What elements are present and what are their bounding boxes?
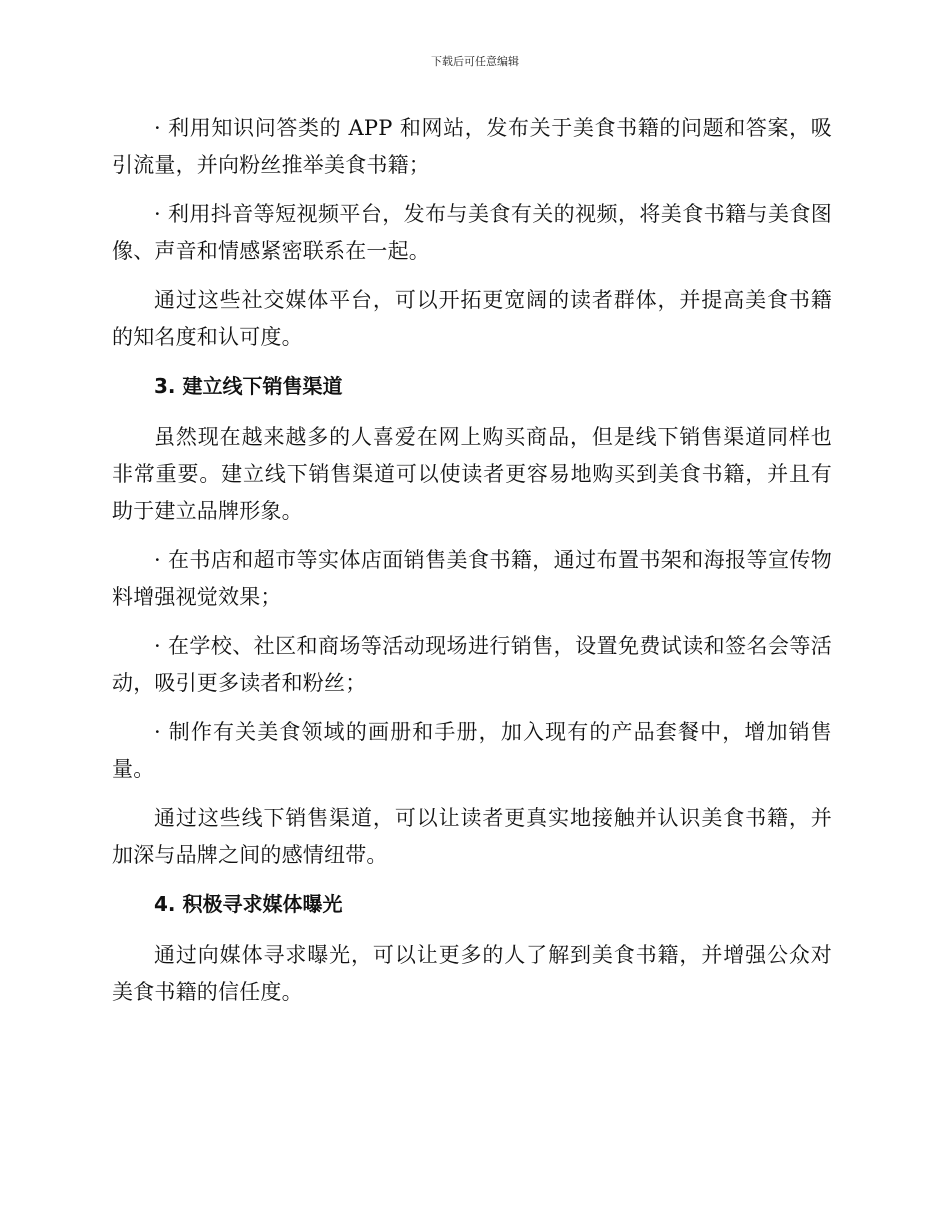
section-heading-offline-channels: 3. 建立线下销售渠道	[154, 374, 343, 398]
bullet-paragraph-albums: · 制作有关美食领域的画册和手册，加入现有的产品套餐中，增加销售量。	[112, 720, 832, 781]
bullet-paragraph-qa-sites: · 利用知识问答类的 APP 和网站，发布关于美食书籍的问题和答案，吸引流量，并向粉丝推举美食书籍；	[112, 116, 832, 177]
section-heading-media-exposure: 4. 积极寻求媒体曝光	[154, 892, 343, 916]
page-header: 下载后可任意编辑	[431, 55, 519, 68]
bullet-paragraph-short-video: · 利用抖音等短视频平台，发布与美食有关的视频，将美食书籍与美食图像、声音和情感紧密联系在一起。	[112, 202, 832, 263]
summary-paragraph-social-media: 通过这些社交媒体平台，可以开拓更宽阔的读者群体，并提高美食书籍的知名度和认可度。	[112, 288, 832, 349]
intro-paragraph-media: 通过向媒体寻求曝光，可以让更多的人了解到美食书籍，并增强公众对美食书籍的信任度。	[112, 943, 832, 1004]
bullet-paragraph-events: · 在学校、社区和商场等活动现场进行销售，设置免费试读和签名会等活动，吸引更多读者和粉丝；	[112, 634, 832, 695]
document-body	[112, 110, 832, 1023]
intro-paragraph-offline: 虽然现在越来越多的人喜爱在网上购买商品，但是线下销售渠道同样也非常重要。建立线下销售渠道可以使读者更容易地购买到美食书籍，并且有助于建立品牌形象。	[112, 425, 832, 523]
summary-paragraph-offline: 通过这些线下销售渠道，可以让读者更真实地接触并认识美食书籍，并加深与品牌之间的感情纽带。	[112, 806, 832, 867]
bullet-paragraph-bookstores: · 在书店和超市等实体店面销售美食书籍，通过布置书架和海报等宣传物料增强视觉效果；	[112, 548, 832, 609]
